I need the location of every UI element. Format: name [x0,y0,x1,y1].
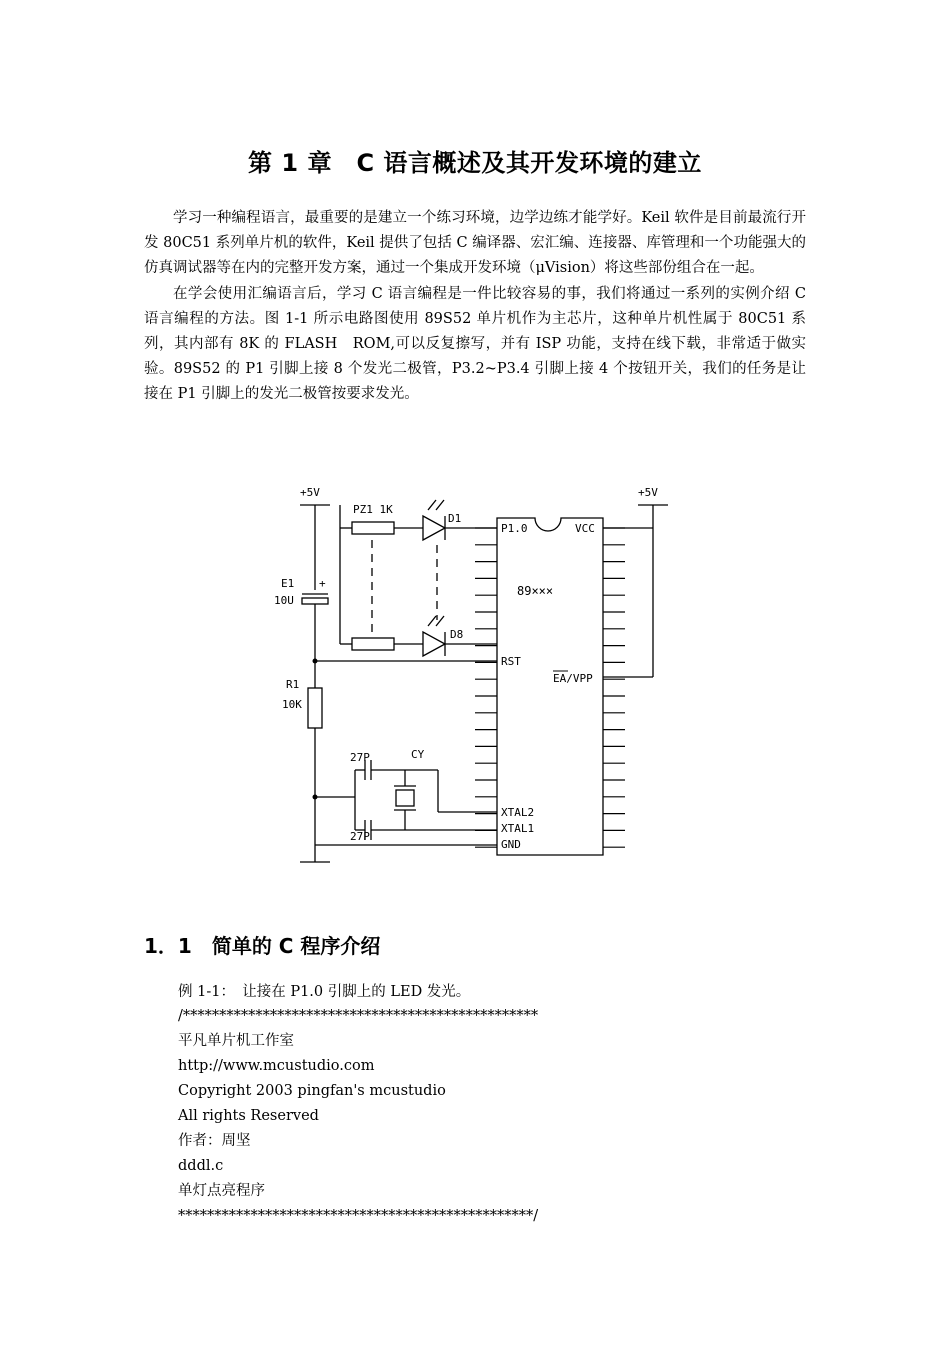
chip-name: 89××× [517,584,554,598]
pin-ea-label: EA/VPP [553,672,593,685]
code-line-description: 单灯点亮程序 [178,1183,265,1199]
pin-gnd-label: GND [501,838,521,851]
code-line-filename: dddl.c [178,1158,224,1174]
chapter-title: 第 1 章 C 语言概述及其开发环境的建立 [248,149,702,177]
code-line-url: http://www.mcustudio.com [178,1058,375,1074]
pin-xtal2-label: XTAL2 [501,806,535,819]
resistor-array-label: PZ1 1K [353,503,393,516]
vcc-right-label: +5V [638,486,658,499]
circuit-schematic [0,470,950,880]
code-comment-close: *************************************************/ [178,1208,539,1224]
code-line-copyright: Copyright 2003 pingfan's mcustudio [178,1083,446,1099]
crystal-label: CY [411,748,425,761]
pin-p10-label: P1.0 [501,522,528,535]
resistor-r1-label: R1 [286,678,300,691]
pin-rst-label: RST [501,655,521,668]
vcc-left-label: +5V [300,486,320,499]
cap-plus-label: + [319,577,326,590]
pin-vcc-label: VCC [575,522,595,535]
cap-top-label: 27P [350,751,370,764]
cap-bottom-label: 27P [350,830,370,843]
code-line-studio: 平凡单片机工作室 [178,1033,294,1049]
cap-e1-value: 10U [274,594,294,607]
section-title: 1．1 简单的 C 程序介绍 [144,934,381,958]
code-line-author: 作者：周坚 [178,1133,251,1149]
cap-e1-label: E1 [281,577,295,590]
code-comment-open: /************************************************* [178,1008,539,1024]
intro-paragraph-1: 学习一种编程语言，最重要的是建立一个练习环境，边学边练才能学好。Keil 软件是目前最流行开发 80C51 系列单片机的软件，Keil 提供了包括 C 编译器、宏汇编、连接器、库管理和一个功能强大的仿真调试器等在内的完整开发方案，通过一个集成开发环境（μVision）将这些部份组合在一起。 [144,210,806,277]
example-label: 例 1-1： 让接在 P1.0 引脚上的 LED 发光。 [178,984,471,1000]
intro-text [144,206,806,408]
resistor-r1-value: 10K [282,698,302,711]
led-d1-label: D1 [448,512,462,525]
intro-paragraph-2: 在学会使用汇编语言后，学习 C 语言编程是一件比较容易的事，我们将通过一系列的实例介绍 C 语言编程的方法。图 1-1 所示电路图使用 89S52 单片机作为主芯片，这种单片机性属于 80C51 系列，其内部有 8K 的 FLASH ROM,可以反复擦写，并有 ISP 功能，支持在线下载，非常适于做实验。89S52 的 P1 引脚上接 8 个发光二极管，P3.2~P3.4 引脚上接 4 个按钮开关，我们的任务是让接在 P1 引脚上的发光二极管按要求发光。 [144,285,806,403]
code-line-rights: All rights Reserved [178,1108,319,1124]
led-d8-label: D8 [450,628,464,641]
pin-xtal1-label: XTAL1 [501,822,535,835]
